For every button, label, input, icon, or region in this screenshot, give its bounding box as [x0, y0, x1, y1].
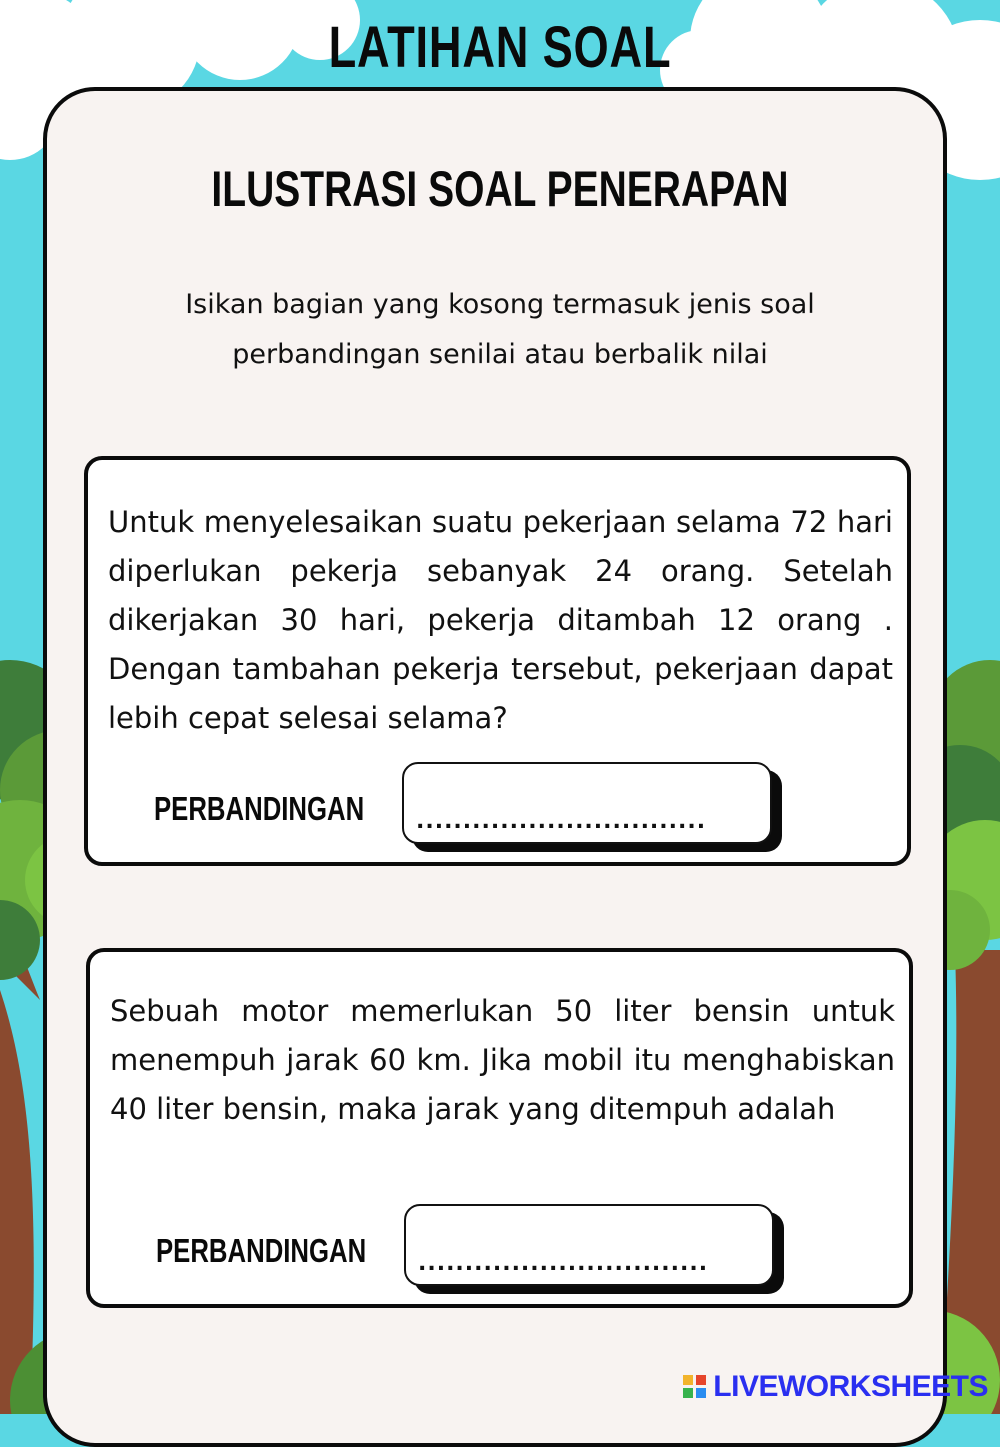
liveworksheets-logo-icon [683, 1375, 707, 1399]
comparison-label-2: PERBANDINGAN [156, 1232, 367, 1269]
answer-field-2[interactable] [404, 1204, 774, 1286]
question-card-2 [86, 948, 913, 1308]
question-card-1 [84, 456, 911, 866]
comparison-label-1: PERBANDINGAN [154, 790, 365, 827]
answer-field-1[interactable] [402, 762, 772, 844]
instruction-text: Isikan bagian yang kosong termasuk jenis soal perbandingan senilai atau berbalik nilai [185, 289, 815, 370]
question-text-2: Sebuah motor memerlukan 50 liter bensin untuk menempuh jarak 60 km. Jika mobil itu menghabiskan 40 liter bensin, maka jarak yang ditempuh adalah [110, 994, 895, 1126]
section-title: ILUSTRASI SOAL PENERAPAN [211, 161, 789, 217]
answer-placeholder-1: ............................... [416, 809, 707, 834]
question-text-1: Untuk menyelesaikan suatu pekerjaan selama 72 hari diperlukan pekerja sebanyak 24 orang. Setelah dikerjakan 30 hari, pekerja ditambah 12 orang . Dengan tambahan pekerja tersebut, pekerjaan dapat lebih cepat selesai selama? [108, 505, 893, 735]
brand-text: LIVEWORKSHEETS [713, 1370, 988, 1403]
answer-placeholder-2: ............................... [418, 1251, 709, 1276]
brand-watermark [683, 1370, 988, 1404]
page-title: LATIHAN SOAL [328, 15, 672, 80]
